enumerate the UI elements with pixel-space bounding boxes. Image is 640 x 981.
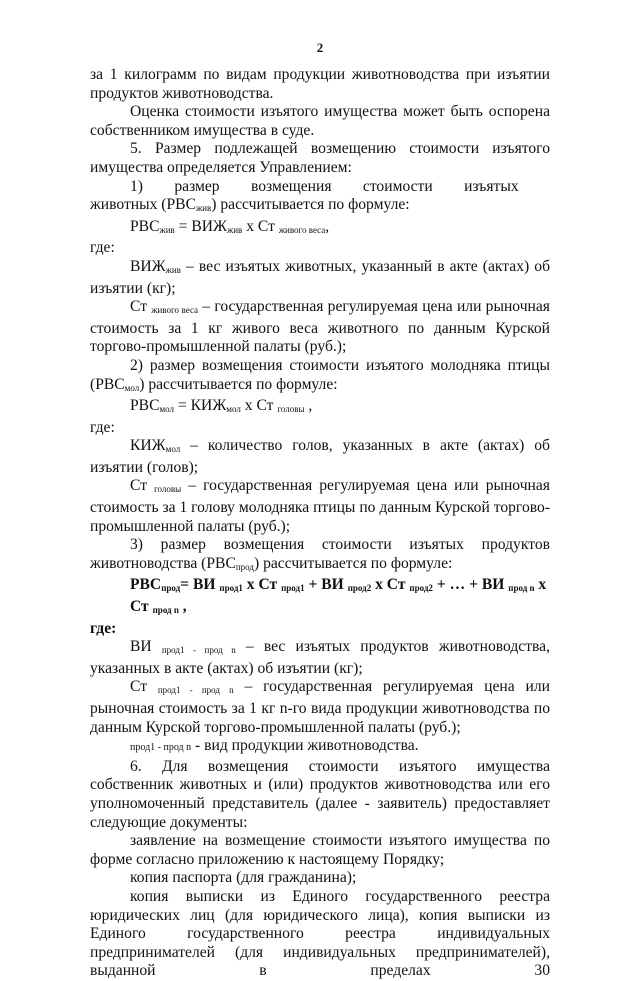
definition-vizh: $ВИЖ_{жив}$ – вес изъятых животных, указанный в акте (актах) об изъятии (кг); <box>90 257 550 297</box>
formula-1: $РВС_{жив} = ВИЖ_{жив}$ х Ст $_{живого веса}$, <box>130 217 330 235</box>
document-item-registry-extract: копия выписки из Единого государственного реестра юридических лиц (для юридического лица), копия выписки из Единого государственного реестра индивидуальных предпринимателей (для индивидуальных предпринимателей), выданной в пределах 30 <box>90 887 550 980</box>
definition-product-type: прод1 - прод n - вид продукции животноводства. <box>130 737 419 755</box>
formula-3: $РВС_{прод}=$ ВИ $_{прод1}$ х Ст $_{прод1}$ + ВИ $_{прод2}$ х Ст $_{прод2}$ + … + ВИ $_{прод n}$ х Ст $_{прод n}$ , <box>130 576 547 616</box>
page-number: 2 <box>316 40 324 55</box>
item-3: 3) размер возмещения стоимости изъятых продуктов животноводства $(РВС_{прод})$ рассчитывается по формуле: <box>90 536 550 572</box>
paragraph-1: за 1 килограмм по видам продукции животноводства при изъятии продуктов животноводства. <box>90 66 550 102</box>
paragraph-2: Оценка стоимости изъятого имущества может быть оспорена собственником имущества в суде. <box>90 103 550 139</box>
formula-2: $РВС_{мол} = КИЖ_{мол}$ х Ст $_{головы}$ , <box>130 397 313 415</box>
definition-st-product: Ст $_{прод1 - прод n}$ – государственная регулируемая цена или рыночная стоимость за 1 кг n-го вида продукции животноводства по данным Курской торгово-промышленной палаты (руб.); <box>90 678 550 736</box>
document-item-application: заявление на возмещение стоимости изъятого имущества по форме согласно приложению к настоящему Порядку; <box>90 832 550 868</box>
where-label-2: где: <box>90 418 115 436</box>
definition-st-live-weight: Ст $_{живого веса}$ – государственная регулируемая цена или рыночная стоимость за 1 кг живого веса животного по данным Курской торгово-промышленной палаты (руб.); <box>90 298 550 356</box>
document-body <box>90 66 550 981</box>
paragraph-6: 6. Для возмещения стоимости изъятого имущества собственник животных и (или) продуктов животноводства или его уполномоченный представитель (далее - заявитель) предоставляет следующие документы: <box>90 757 550 831</box>
paragraph-3: 5. Размер подлежащей возмещению стоимости изъятого имущества определяется Управлением: <box>90 140 550 176</box>
item-1: 1) размер возмещения стоимости изъятых животных $(РВС_{жив})$ рассчитывается по формуле: <box>90 177 550 214</box>
where-label-3: где: <box>90 619 117 637</box>
definition-st-head: Ст $_{головы}$ – государственная регулируемая цена или рыночная стоимость за 1 голову молодняка птицы по данным Курской торгово-промышленной палаты (руб.); <box>90 477 550 535</box>
document-item-passport: копия паспорта (для гражданина); <box>130 869 357 887</box>
definition-kizh: $КИЖ_{мол}$ – количество голов, указанных в акте (актах) об изъятии (голов); <box>90 437 550 476</box>
definition-vi: ВИ $_{прод1 - прод n}$ – вес изъятых продуктов животноводства, указанных в акте (актах) об изъятии (кг); <box>90 638 550 677</box>
item-2: 2) размер возмещения стоимости изъятого молодняка птицы $(РВС_{мол})$ рассчитывается по формуле: <box>90 356 550 393</box>
where-label-1: где: <box>90 239 115 257</box>
